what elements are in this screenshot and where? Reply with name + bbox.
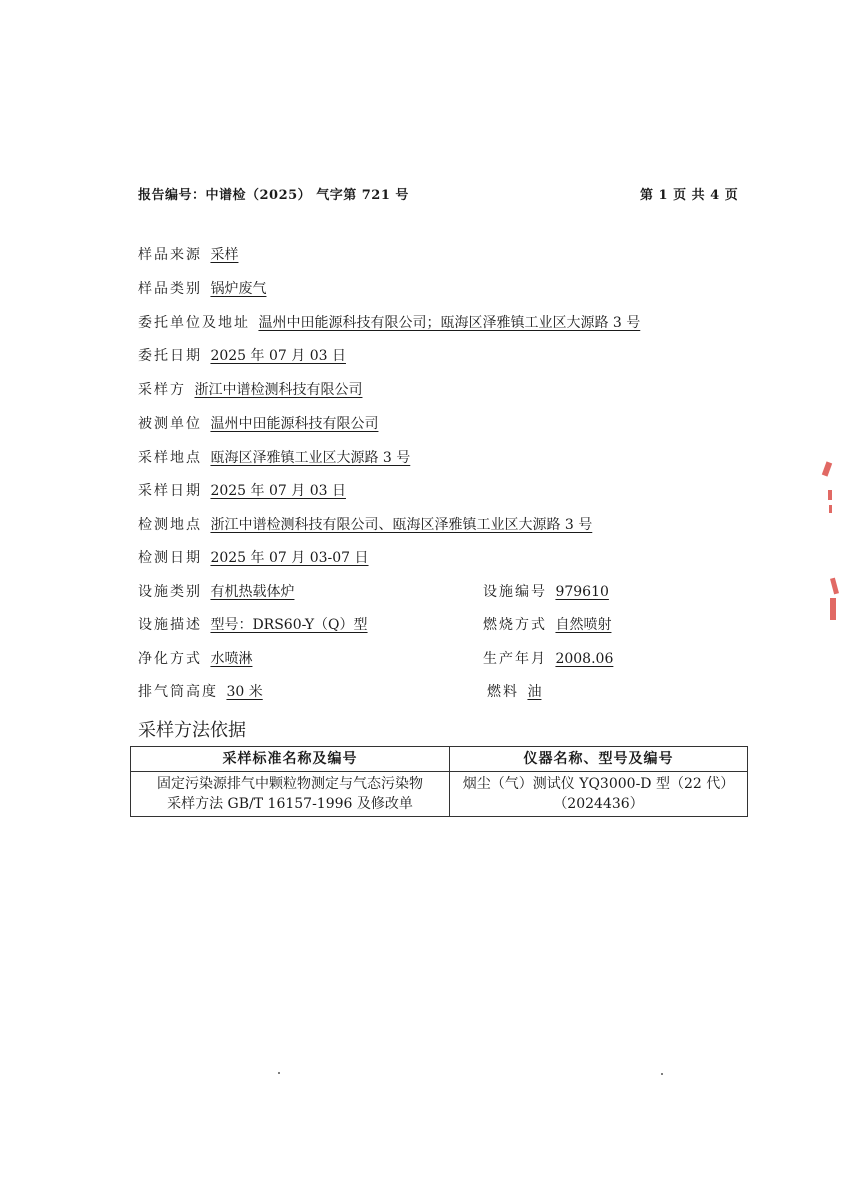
field-label: 设施编号 (483, 584, 547, 600)
seal-mark (829, 505, 832, 513)
seal-mark (822, 461, 832, 476)
table-row (131, 772, 748, 817)
field-facility-no (483, 582, 609, 602)
report-number: 报告编号：中谱检（2025） 气字第 721 号 (138, 188, 409, 203)
field-label: 被测单位 (138, 416, 202, 432)
field-label: 检测日期 (138, 550, 202, 566)
field-value: 2025 年 07 月 03-07 日 (210, 550, 369, 566)
field-label: 生产年月 (483, 651, 547, 667)
page-indicator: 第 1 页 共 4 页 (640, 188, 739, 203)
field-sample-source (138, 245, 238, 265)
field-label: 净化方式 (138, 651, 202, 667)
seal-mark (830, 578, 839, 595)
seal-mark (828, 490, 832, 500)
field-label: 样品来源 (138, 247, 202, 263)
field-label: 采样日期 (138, 483, 202, 499)
field-sample-type (138, 279, 266, 299)
field-value: 2008.06 (555, 651, 614, 667)
scan-speck (278, 1072, 280, 1074)
field-label: 采样方 (138, 382, 186, 398)
field-label: 委托日期 (138, 348, 202, 364)
field-value: 2025 年 07 月 03 日 (210, 348, 346, 364)
field-purification (138, 649, 252, 669)
field-tested-unit (138, 414, 378, 434)
field-test-date (138, 548, 369, 568)
instrument-line: 烟尘（气）测试仪 YQ3000-D 型（22 代） (462, 776, 735, 792)
field-value: 浙江中谱检测科技有限公司、瓯海区泽雅镇工业区大源路 3 号 (210, 517, 593, 533)
field-entrust-date (138, 346, 346, 366)
field-label: 排气筒高度 (138, 684, 218, 700)
field-value: 浙江中谱检测科技有限公司 (194, 382, 363, 398)
column-header-instrument: 仪器名称、型号及编号 (450, 747, 748, 772)
scan-speck (661, 1073, 663, 1075)
field-value: 979610 (555, 584, 609, 600)
field-production-date (483, 649, 613, 669)
field-value: 油 (527, 684, 542, 700)
field-test-site (138, 515, 592, 535)
field-stack-height (138, 682, 263, 702)
field-sampling-date (138, 481, 346, 501)
field-combustion (483, 615, 611, 635)
field-value: 30 米 (226, 684, 263, 700)
field-sampling-site (138, 448, 410, 468)
instrument-line: （2024436） (553, 796, 644, 812)
field-value: 有机热载体炉 (210, 584, 295, 600)
field-value: 采样 (210, 247, 239, 263)
instrument-cell (450, 772, 748, 817)
field-value: 型号：DRS60-Y（Q）型 (210, 617, 368, 633)
field-value: 锅炉废气 (210, 281, 267, 297)
standard-line: 采样方法 GB/T 16157-1996 及修改单 (167, 796, 413, 812)
field-value: 自然喷射 (555, 617, 612, 633)
standard-line: 固定污染源排气中颗粒物测定与气态污染物 (157, 776, 423, 792)
field-sampler (138, 380, 362, 400)
field-label: 设施描述 (138, 617, 202, 633)
field-label: 委托单位及地址 (138, 315, 250, 331)
field-value: 温州中田能源科技有限公司；瓯海区泽雅镇工业区大源路 3 号 (258, 315, 641, 331)
field-facility-desc (138, 615, 368, 635)
field-label: 采样地点 (138, 450, 202, 466)
field-facility-type (138, 582, 294, 602)
table-header-row (131, 747, 748, 772)
field-label: 燃料 (487, 684, 519, 700)
field-value: 水喷淋 (210, 651, 253, 667)
section-title: 采样方法依据 (138, 720, 246, 741)
seal-mark (830, 598, 836, 620)
column-header-standard: 采样标准名称及编号 (131, 747, 450, 772)
methods-table (130, 746, 748, 817)
field-label: 检测地点 (138, 517, 202, 533)
field-client (138, 313, 640, 333)
field-value: 瓯海区泽雅镇工业区大源路 3 号 (210, 450, 411, 466)
field-value: 温州中田能源科技有限公司 (210, 416, 379, 432)
field-fuel (487, 682, 541, 702)
field-label: 燃烧方式 (483, 617, 547, 633)
field-label: 样品类别 (138, 281, 202, 297)
standard-cell (131, 772, 450, 817)
field-value: 2025 年 07 月 03 日 (210, 483, 346, 499)
field-label: 设施类别 (138, 584, 202, 600)
